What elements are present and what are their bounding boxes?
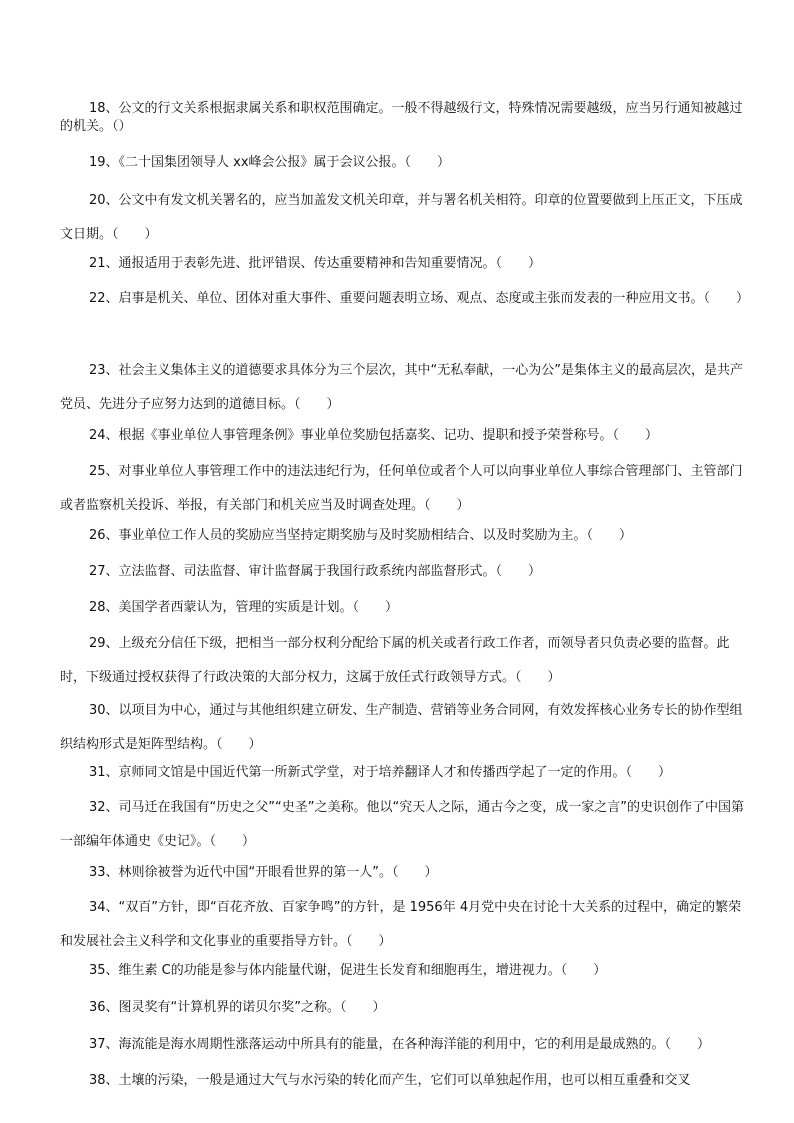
question-38: 38、土壤的污染，一般是通过大气与水污染的转化而产生，它们可以单独起作用，也可以相互重叠和交叉 [89, 1073, 691, 1088]
question-34: 34、“双百”方针，即“百花齐放、百家争鸣”的方针，是 1956年 4月党中央在讨论十大关系的过程中，确定的繁荣和发展社会主义科学和文化事业的重要指导方针。（ ） [60, 900, 742, 949]
question-26: 26、事业单位工作人员的奖励应当坚持定期奖励与及时奖励相结合、以及时奖励为主。（ ） [89, 528, 633, 543]
question-30: 30、以项目为中心，通过与其他组织建立研发、生产制造、营销等业务合同网，有效发挥核心业务专长的协作型组织结构形式是矩阵型结构。（ ） [60, 703, 743, 752]
question-19: 19、《二十国集团领导人 xx峰会公报》属于会议公报。（ ） [89, 155, 451, 170]
question-28: 28、美国学者西蒙认为，管理的实质是计划。（ ） [89, 600, 399, 615]
question-35: 35、维生素 C的功能是参与体内能量代谢，促进生长发育和细胞再生，增进视力。（ ） [89, 963, 607, 978]
question-37: 37、海流能是海水周期性涨落运动中所具有的能量，在各种海洋能的利用中，它的利用是最成熟的。（ ） [89, 1037, 711, 1052]
question-29: 29、上级充分信任下级，把相当一部分权利分配给下属的机关或者行政工作者，而领导者只负责必要的监督。此时，下级通过授权获得了行政决策的大部分权力，这属于放任式行政领导方式。（ ） [60, 636, 730, 685]
question-33: 33、林则徐被誉为近代中国“开眼看世界的第一人”。（ ） [89, 865, 438, 880]
question-18: 18、公文的行文关系根据隶属关系和职权范围确定。一般不得越级行文，特殊情况需要越级，应当另行通知被越过的机关。（） [60, 101, 743, 134]
question-25: 25、对事业单位人事管理工作中的违法违纪行为，任何单位或者个人可以向事业单位人事综合管理部门、主管部门或者监察机关投诉、举报，有关部门和机关应当及时调查处理。（ ） [60, 464, 743, 513]
question-22: 22、启事是机关、单位、团体对重大事件、重要问题表明立场、观点、态度或主张而发表的一种应用文书。（ ） [89, 291, 750, 306]
question-20: 20、公文中有发文机关署名的，应当加盖发文机关印章，并与署名机关相符。印章的位置要做到上压正文，下压成文日期。（ ） [60, 193, 743, 242]
question-32: 32、司马迁在我国有“历史之父”“史圣”之美称。他以“究天人之际，通古今之变，成一家之言”的史识创作了中国第一部编年体通史《史记》。（ ） [60, 800, 744, 849]
question-31: 31、京师同文馆是中国近代第一所新式学堂，对于培养翻译人才和传播西学起了一定的作用。（ ） [89, 765, 672, 780]
question-23: 23、社会主义集体主义的道德要求具体分为三个层次，其中“无私奉献，一心为公”是集体主义的最高层次，是共产党员、先进分子应努力达到的道德目标。（ ） [60, 363, 744, 412]
question-27: 27、立法监督、司法监督、审计监督属于我国行政系统内部监督形式。（ ） [89, 564, 542, 579]
question-36: 36、图灵奖有“计算机界的诺贝尔奖”之称。（ ） [89, 1000, 386, 1015]
question-21: 21、通报适用于表彰先进、批评错误、传达重要精神和告知重要情况。（ ） [89, 256, 542, 271]
question-24: 24、根据《事业单位人事管理条例》事业单位奖励包括嘉奖、记功、提职和授予荣誉称号。（ ） [89, 428, 659, 443]
